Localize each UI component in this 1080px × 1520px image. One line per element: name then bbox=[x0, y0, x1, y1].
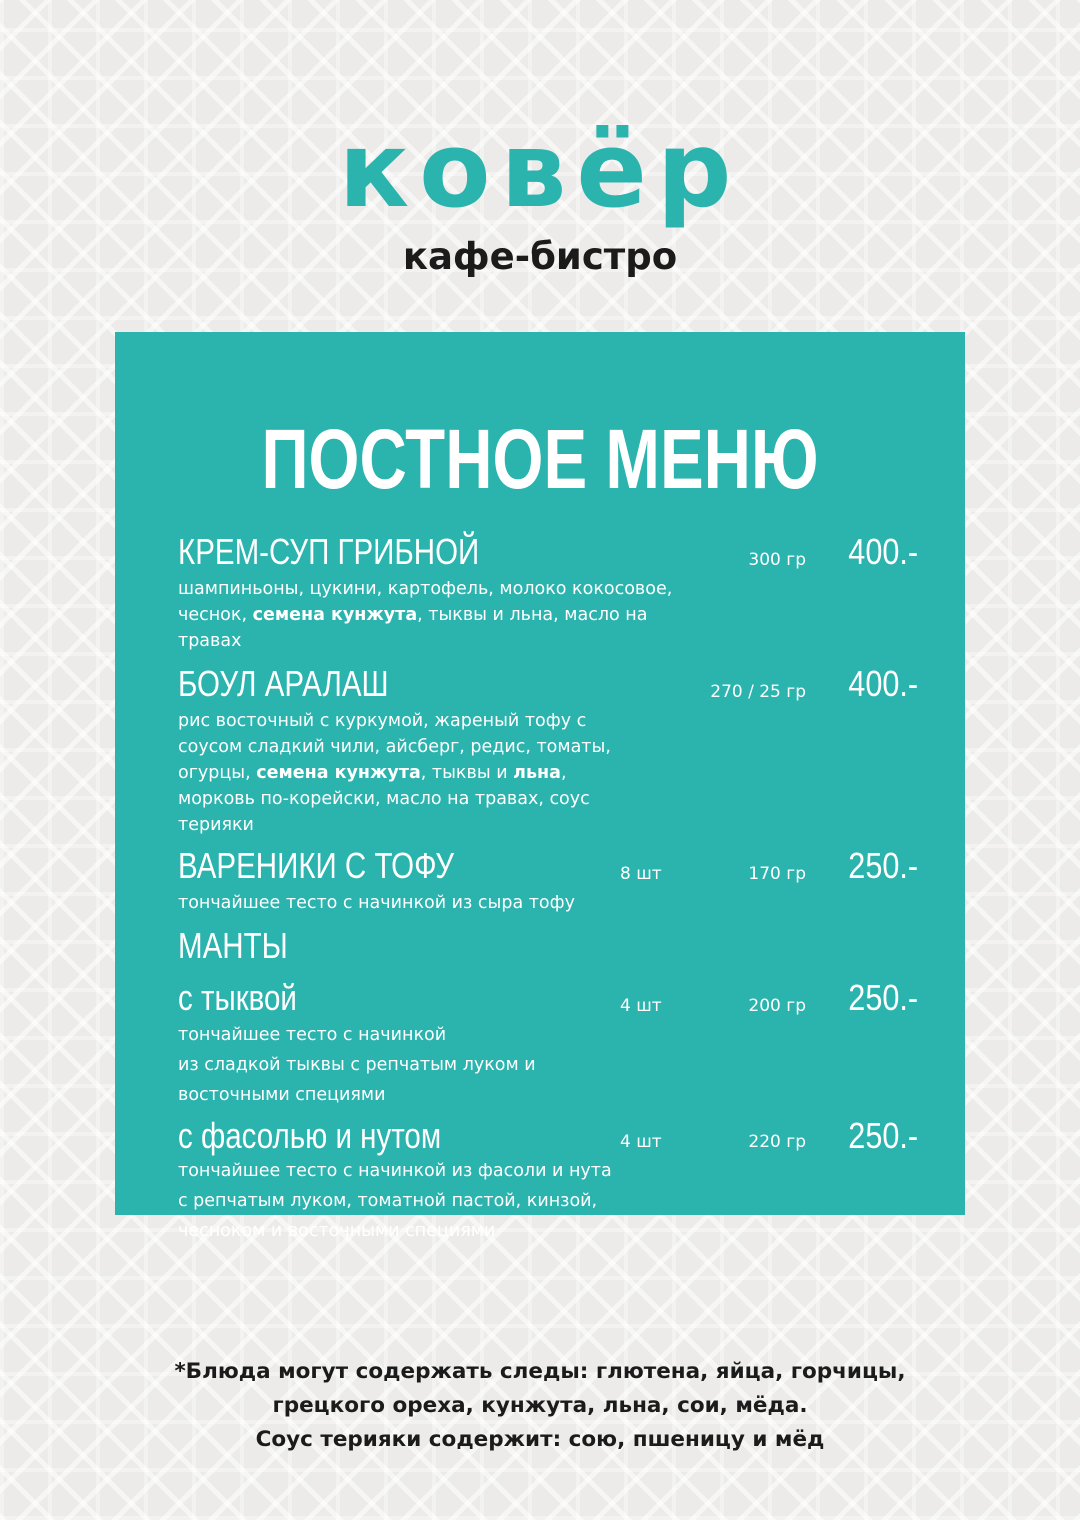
allergen-line: Соус терияки содержит: сою, пшеницу и мёд bbox=[255, 1427, 825, 1452]
desc-part: тончайшее тесто с начинкой из сыра тофу bbox=[178, 893, 575, 913]
item-name: БОУЛ АРАЛАШ bbox=[178, 663, 389, 704]
item-description bbox=[178, 576, 698, 654]
item-name: ВАРЕНИКИ С ТОФУ bbox=[178, 845, 454, 886]
desc-part: , морковь по-корейски, масло на травах, соус терияки bbox=[178, 763, 590, 835]
item-price: 250.- bbox=[848, 977, 918, 1018]
menu-title: ПОСТНОЕ МЕНЮ bbox=[261, 412, 819, 506]
item-weight: 220 гр bbox=[748, 1132, 806, 1152]
desc-line: с репчатым луком, томатной пастой, кинзой, bbox=[178, 1191, 598, 1211]
item-price: 400.- bbox=[848, 663, 918, 704]
item-description bbox=[178, 1156, 758, 1246]
allergen-note bbox=[0, 1355, 1080, 1457]
item-weight: 300 гр bbox=[748, 550, 806, 570]
desc-line: восточными специями bbox=[178, 1085, 386, 1105]
item-weight: 170 гр bbox=[748, 864, 806, 884]
subtitle: кафе-бистро bbox=[402, 235, 678, 278]
desc-part: , тыквы и льна, масло на травах bbox=[178, 605, 648, 651]
item-qty: 4 шт bbox=[620, 1132, 662, 1152]
menu-card bbox=[115, 332, 965, 1241]
desc-line: из сладкой тыквы с репчатым луком и bbox=[178, 1055, 536, 1075]
desc-part: шампиньоны, цукини, картофель, молоко кокосовое, чеснок, bbox=[178, 579, 673, 625]
item-qty: 8 шт bbox=[620, 864, 662, 884]
item-description bbox=[178, 708, 648, 838]
item-price: 250.- bbox=[848, 845, 918, 886]
item-description bbox=[178, 1020, 738, 1110]
desc-part: рис восточный с куркумой, жареный тофу с соусом сладкий чили, айсберг, редис, томаты, огурцы, bbox=[178, 711, 611, 783]
item-price: 250.- bbox=[848, 1115, 918, 1156]
allergen-line: грецкого ореха, кунжута, льна, сои, мёда. bbox=[272, 1393, 808, 1418]
item-weight: 200 гр bbox=[748, 996, 806, 1016]
section-title-manty: МАНТЫ bbox=[178, 925, 288, 966]
desc-part-bold: семена кунжута bbox=[252, 605, 418, 625]
allergen-line: *Блюда могут содержать следы: глютена, яйца, горчицы, bbox=[174, 1359, 906, 1384]
item-description bbox=[178, 890, 738, 916]
item-name: с тыквой bbox=[178, 977, 297, 1018]
desc-line: чесноком и восточными специями bbox=[178, 1221, 496, 1241]
header bbox=[0, 0, 1080, 330]
desc-part-bold: льна bbox=[513, 763, 561, 783]
logo: ковёр bbox=[338, 109, 742, 231]
desc-line: тончайшее тесто с начинкой bbox=[178, 1025, 447, 1045]
desc-part: , тыквы и bbox=[420, 763, 514, 783]
item-name: КРЕМ-СУП ГРИБНОЙ bbox=[178, 531, 480, 572]
desc-line: тончайшее тесто с начинкой из фасоли и нута bbox=[178, 1161, 612, 1181]
item-qty: 4 шт bbox=[620, 996, 662, 1016]
desc-part-bold: семена кунжута bbox=[256, 763, 421, 783]
item-name: с фасолью и нутом bbox=[178, 1115, 442, 1156]
item-price: 400.- bbox=[848, 531, 918, 572]
item-weight: 270 / 25 гр bbox=[710, 682, 806, 702]
